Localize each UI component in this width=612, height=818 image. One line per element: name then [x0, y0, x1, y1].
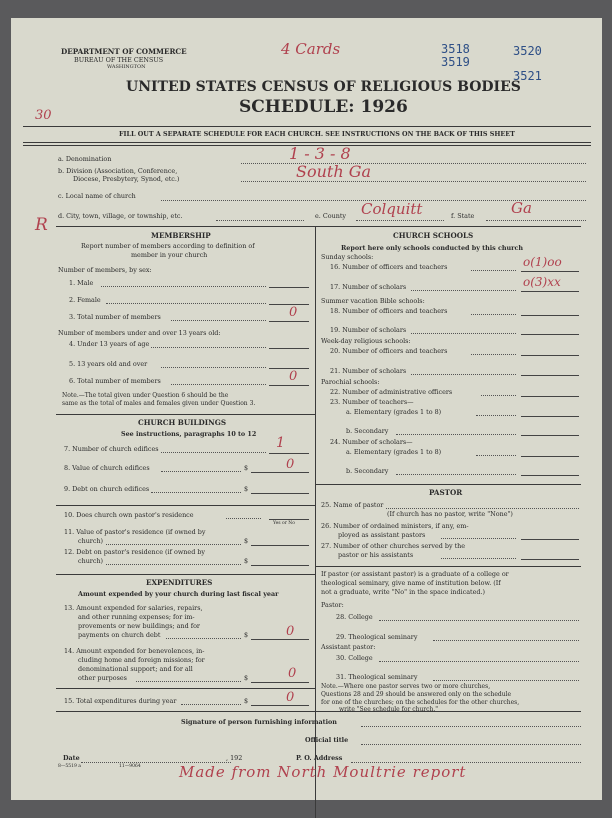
membership-note-2: same as the total of males and females given under Question 3.: [62, 400, 256, 407]
answer-line: [521, 334, 579, 335]
q24b-label: b. Secondary: [346, 467, 389, 475]
q22-label: 22. Number of administrative officers: [330, 388, 453, 396]
fill-line: [471, 354, 516, 355]
pastor-inst-1: If pastor (or assistant pastor) is a graduate of a college or: [321, 570, 509, 578]
answer-line: [269, 321, 309, 322]
fill-line: [471, 270, 516, 271]
q19-label: 19. Number of scholars: [330, 326, 407, 334]
column-divider: [315, 226, 316, 818]
bureau-label: BUREAU OF THE CENSUS: [74, 56, 164, 64]
year-label: , 192: [226, 754, 243, 762]
dollar-sign: $: [244, 537, 249, 545]
answer-line: [521, 475, 579, 476]
handwritten-q13: 0: [286, 624, 295, 639]
expenditures-sub: Amount expended by your church during last fiscal year: [78, 590, 279, 598]
q2-label: 2. Female: [69, 296, 101, 304]
answer-line: [521, 435, 579, 436]
q20-label: 20. Number of officers and teachers: [330, 347, 448, 355]
church-name-label: c. Local name of church: [58, 192, 136, 200]
dollar-sign: $: [244, 464, 249, 472]
official-title-label: Official title: [305, 736, 349, 744]
q12-label-2: church): [78, 557, 104, 565]
schools-title: CHURCH SCHOOLS: [393, 231, 474, 240]
answer-line: [521, 271, 579, 272]
q23a-label: a. Elementary (grades 1 to 8): [346, 408, 442, 416]
expenditures-title: EXPENDITURES: [146, 578, 213, 587]
fill-line: [433, 680, 579, 681]
handwritten-q3: 0: [289, 305, 298, 320]
fill-line: [396, 474, 516, 475]
handwritten-q6: 0: [289, 369, 298, 384]
fill-line: [379, 661, 579, 662]
fill-line: [106, 544, 241, 545]
fill-line: [441, 558, 516, 559]
answer-line: [521, 396, 579, 397]
fill-line: [216, 220, 304, 221]
q30-label: 30. College: [336, 654, 373, 662]
answer-line: [269, 287, 309, 288]
parochial-label: Parochial schools:: [321, 378, 380, 386]
q12-label: 12. Debt on pastor's residence (if owned by: [64, 548, 206, 556]
fill-line: [411, 374, 516, 375]
pastor-label: Pastor:: [321, 601, 344, 609]
signature-label: Signature of person furnishing information: [181, 718, 337, 726]
q27-label-2: pastor or his assistants: [338, 551, 414, 559]
q13-label-4: payments on church debt: [78, 631, 161, 639]
handwritten-q16: o(1)oo: [523, 255, 562, 269]
fill-line: [433, 640, 579, 641]
handwritten-q17: o(3)xx: [523, 275, 561, 289]
q21-label: 21. Number of scholars: [330, 367, 407, 375]
fill-line: [471, 314, 516, 315]
fill-line: [151, 492, 241, 493]
fill-line: [161, 367, 266, 368]
po-address-label: P. O. Address: [296, 754, 343, 762]
answer-line: [269, 385, 309, 386]
fill-line: [476, 415, 516, 416]
divider: [56, 226, 581, 227]
dollar-sign: $: [244, 631, 249, 639]
q14-label-3: denominational support; and for all: [78, 665, 193, 673]
pastor-note-1: Note.—Where one pastor serves two or more churches,: [321, 683, 491, 690]
membership-title: MEMBERSHIP: [151, 231, 211, 240]
q10-label: 10. Does church own pastor's residence: [64, 511, 194, 519]
handwritten-q15: 0: [286, 690, 295, 705]
weekday-label: Week-day religious schools:: [321, 337, 411, 345]
fill-line: [441, 538, 516, 539]
fill-line: [356, 220, 444, 221]
q6-label: 6. Total number of members: [69, 377, 161, 385]
q24a-label: a. Elementary (grades 1 to 8): [346, 448, 442, 456]
city-label: WASHINGTON: [107, 64, 146, 70]
q15-label: 15. Total expenditures during year: [64, 697, 177, 705]
state-label: f. State: [451, 212, 475, 220]
answer-line: [269, 348, 309, 349]
fill-line: [171, 320, 266, 321]
fill-line: [166, 638, 241, 639]
schools-sub: Report here only schools conducted by this church: [341, 244, 524, 252]
fill-line: [476, 455, 516, 456]
q11-label-2: church): [78, 537, 104, 545]
q1-label: 1. Male: [69, 279, 94, 287]
answer-line: [251, 639, 309, 640]
fill-line: [161, 452, 266, 453]
q14-label-2: cluding home and foreign missions; for: [78, 656, 205, 664]
answer-line: [251, 705, 309, 706]
fill-line: [106, 564, 241, 565]
answer-line: [269, 453, 309, 454]
fill-line: [361, 726, 581, 727]
q26-label-2: ployed as assistant pastors: [338, 531, 426, 539]
q9-label: 9. Debt on church edifices: [64, 485, 150, 493]
fill-line: [171, 384, 266, 385]
membership-sub-2: member in your church: [131, 251, 208, 259]
handwritten-q7: 1: [276, 435, 285, 451]
answer-line: [521, 416, 579, 417]
buildings-title: CHURCH BUILDINGS: [138, 418, 227, 427]
handwritten-denomination: 1 - 3 - 8: [289, 144, 351, 163]
q25-label: 25. Name of pastor: [321, 501, 384, 509]
dollar-sign: $: [244, 674, 249, 682]
answer-line: [251, 545, 309, 546]
divider: [56, 414, 315, 415]
dollar-sign: $: [244, 697, 249, 705]
handwritten-state: Ga: [511, 199, 532, 217]
handwritten-county: Colquitt: [361, 200, 423, 218]
fill-line: [161, 471, 241, 472]
form-code-2: 11—9064: [119, 764, 141, 769]
dollar-sign: $: [244, 485, 249, 493]
q17-label: 17. Number of scholars: [330, 283, 407, 291]
divider: [56, 688, 315, 689]
stamp-3519: 3519: [441, 55, 470, 69]
fill-line: [411, 290, 516, 291]
divider: [56, 505, 315, 506]
handwritten-q14: 0: [288, 666, 297, 681]
handwritten-margin-r: R: [35, 215, 48, 235]
answer-line: [251, 682, 309, 683]
pastor-note-3: for one of the churches; on the schedules for the other churches,: [321, 699, 520, 706]
answer-line: [251, 493, 309, 494]
fill-line: [481, 395, 516, 396]
divider: [315, 566, 581, 567]
denomination-label: a. Denomination: [58, 155, 112, 163]
q5-label: 5. 13 years old and over: [69, 360, 148, 368]
q4-label: 4. Under 13 years of age: [69, 340, 150, 348]
membership-sub-1: Report number of members according to definition of: [81, 242, 255, 250]
stamp-3521: 3521: [513, 69, 542, 83]
q23b-label: b. Secondary: [346, 427, 389, 435]
q3-label: 3. Total number of members: [69, 313, 161, 321]
q16-label: 16. Number of officers and teachers: [330, 263, 448, 271]
q29-label: 29. Theological seminary: [336, 633, 418, 641]
q14-label: 14. Amount expended for benevolences, in-: [64, 647, 205, 655]
census-form-page: [11, 18, 602, 800]
dollar-sign: $: [244, 557, 249, 565]
fill-line: [181, 704, 241, 705]
yes-no-hint: Yes or No: [273, 521, 295, 526]
dept-label: DEPARTMENT OF COMMERCE: [61, 47, 187, 56]
q8-label: 8. Value of church edifices: [64, 464, 150, 472]
handwritten-num: 30: [35, 108, 52, 123]
fill-line: [241, 163, 586, 164]
fill-line: [361, 744, 581, 745]
fill-line: [226, 518, 261, 519]
q31-label: 31. Theological seminary: [336, 673, 418, 681]
divider: [315, 484, 581, 485]
handwritten-cards: 4 Cards: [281, 40, 341, 58]
q13-label-3: provements or new buildings; and for: [78, 622, 200, 630]
pastor-note-4: write "See schedule for church.": [339, 706, 439, 713]
fill-line: [151, 347, 266, 348]
answer-line: [521, 559, 579, 560]
date-label: Date: [63, 754, 80, 762]
stamp-3520: 3520: [513, 44, 542, 58]
divider: [23, 142, 591, 143]
fill-line: [101, 286, 266, 287]
fill-line: [241, 181, 586, 182]
divider: [56, 574, 315, 575]
pastor-note-2: Questions 28 and 29 should be answered only on the schedule: [321, 691, 512, 698]
division-label-2: Diocese, Presbytery, Synod, etc.): [73, 175, 180, 183]
pastor-inst-2: theological seminary, give name of institution below. (If: [321, 579, 501, 587]
q7-label: 7. Number of church edifices: [64, 445, 159, 453]
by-sex-label: Number of members, by sex:: [58, 266, 152, 274]
divider: [56, 711, 581, 712]
fill-line: [379, 620, 579, 621]
q28-label: 28. College: [336, 613, 373, 621]
membership-note-1: Note.—The total given under Question 6 should be the: [62, 392, 229, 399]
q26-label: 26. Number of ordained ministers, if any, em-: [321, 522, 469, 530]
q13-label-2: and other running expenses; for im-: [78, 613, 195, 621]
fill-line: [106, 303, 266, 304]
q25-hint: (If church has no pastor, write "None"): [387, 510, 513, 518]
fill-line: [396, 434, 516, 435]
answer-line: [521, 315, 579, 316]
q14-label-4: other purposes: [78, 674, 127, 682]
answer-line: [521, 355, 579, 356]
stamp-3518: 3518: [441, 42, 470, 56]
division-label: b. Division (Association, Conference,: [58, 167, 178, 175]
fill-line: [136, 681, 241, 682]
q18-label: 18. Number of officers and teachers: [330, 307, 448, 315]
answer-line: [521, 539, 579, 540]
q24-label: 24. Number of scholars—: [330, 438, 413, 446]
q27-label: 27. Number of other churches served by the: [321, 542, 466, 550]
instruction-line: FILL OUT A SEPARATE SCHEDULE FOR EACH CHURCH. SEE INSTRUCTIONS ON THE BACK OF THIS SHEET: [119, 130, 515, 138]
pastor-title: PASTOR: [429, 488, 463, 497]
form-title: UNITED STATES CENSUS OF RELIGIOUS BODIES: [126, 79, 521, 95]
asst-pastor-label: Assistant pastor:: [321, 643, 376, 651]
summer-label: Summer vacation Bible schools:: [321, 297, 425, 305]
sunday-label: Sunday schools:: [321, 253, 374, 261]
answer-line: [521, 375, 579, 376]
q23-label: 23. Number of teachers—: [330, 398, 414, 406]
fill-line: [486, 220, 586, 221]
answer-line: [521, 291, 579, 292]
divider: [23, 126, 591, 127]
answer-line: [251, 565, 309, 566]
answer-line: [521, 456, 579, 457]
buildings-sub: See instructions, paragraphs 10 to 12: [121, 430, 257, 438]
form-code-1: 8—5519 a: [58, 764, 81, 769]
answer-line: [251, 472, 309, 473]
county-label: e. County: [315, 212, 346, 220]
handwritten-footer-note: Made from North Moultrie report: [179, 763, 467, 781]
q13-label: 13. Amount expended for salaries, repairs,: [64, 604, 203, 612]
fill-line: [411, 333, 516, 334]
fill-line: [386, 508, 579, 509]
answer-line: [269, 519, 309, 520]
q11-label: 11. Value of pastor's residence (if owned by: [64, 528, 206, 536]
pastor-inst-3: not a graduate, write "No" in the space indicated.): [321, 588, 486, 596]
age-label: Number of members under and over 13 years old:: [58, 329, 221, 337]
schedule-title: SCHEDULE: 1926: [239, 97, 408, 117]
handwritten-division: South Ga: [296, 162, 372, 181]
handwritten-q8: 0: [286, 457, 295, 472]
city-label-field: d. City, town, village, or township, etc.: [58, 212, 183, 220]
